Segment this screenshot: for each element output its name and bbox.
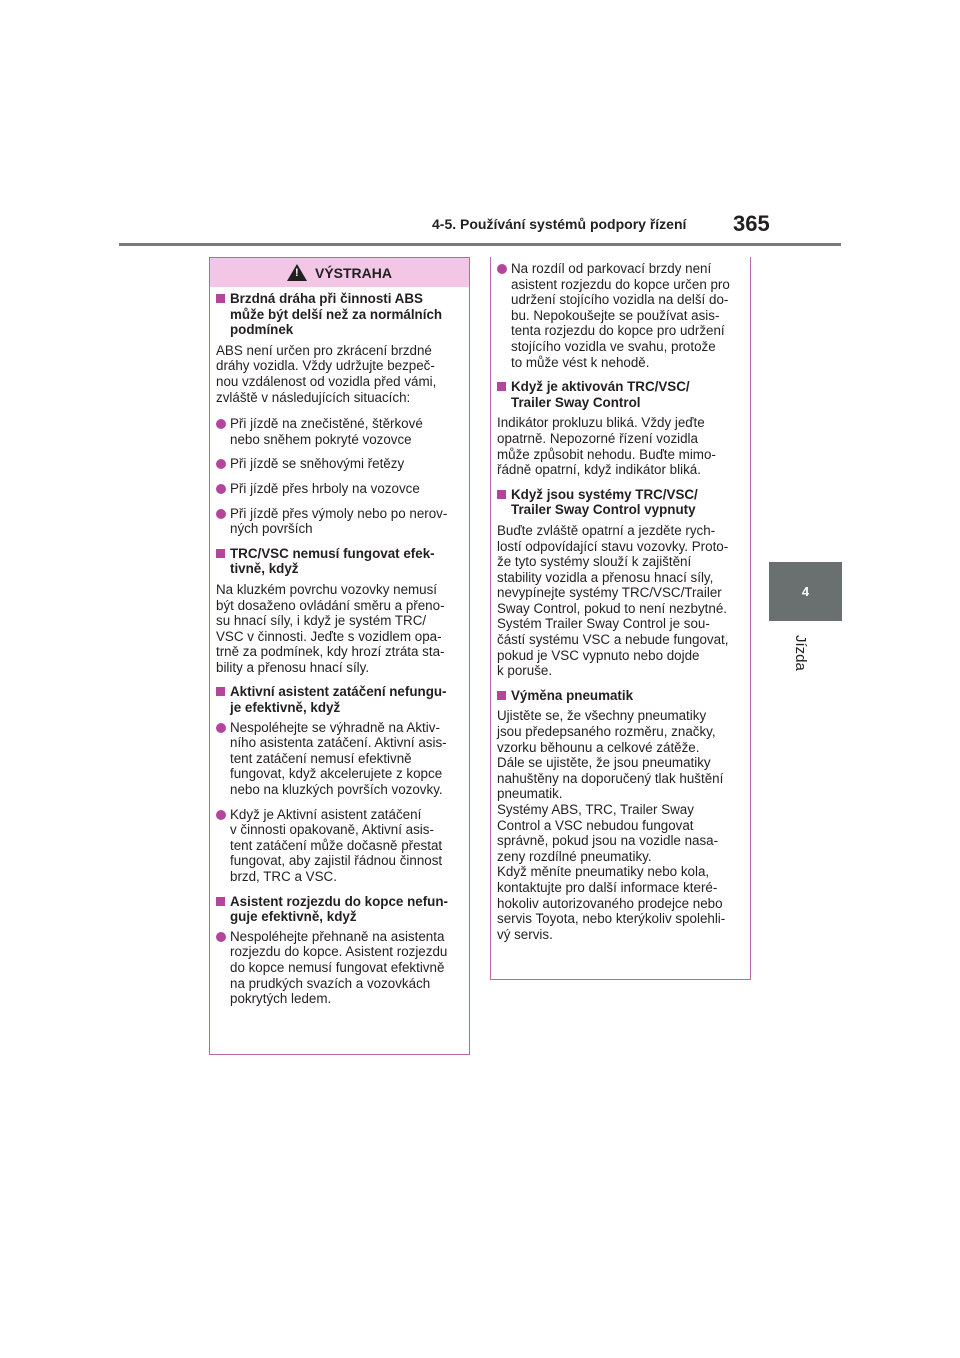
chapter-label: Jízda bbox=[792, 635, 809, 671]
square-bullet-icon bbox=[497, 490, 506, 499]
list-item: Při jízdě se sněhovými řetězy bbox=[216, 456, 464, 472]
round-bullet-icon bbox=[497, 264, 507, 274]
square-bullet-icon bbox=[497, 691, 506, 700]
paragraph: ABS není určen pro zkrácení brzdné dráhy vozidla. Vždy udržujte bezpeč- nou vzdálenost od vozidla před vámi, zvláště v následujících situacích: bbox=[216, 342, 437, 405]
warning-header bbox=[210, 258, 469, 287]
round-bullet-icon bbox=[216, 810, 226, 820]
list-item: Při jízdě přes výmoly nebo po nerov- ných površích bbox=[216, 506, 464, 537]
round-bullet-icon bbox=[216, 723, 226, 733]
warning-box-continued bbox=[490, 257, 751, 980]
section-title: 4-5. Používání systémů podpory řízení bbox=[432, 216, 687, 232]
square-bullet-icon bbox=[216, 687, 225, 696]
round-bullet-icon bbox=[216, 932, 226, 942]
round-bullet-icon bbox=[216, 509, 226, 519]
section-heading: TRC/VSC nemusí fungovat efek- tivně, když bbox=[216, 546, 464, 577]
section-heading: Asistent rozjezdu do kopce nefun- guje efektivně, když bbox=[216, 894, 464, 925]
warning-label: VÝSTRAHA bbox=[314, 264, 392, 281]
section-heading: Výměna pneumatik bbox=[497, 688, 745, 704]
round-bullet-icon bbox=[216, 459, 226, 469]
paragraph: Na kluzkém povrchu vozovky nemusí být dosaženo ovládání směru a přeno- su hnací síly, i když je systém TRC/ VSC v činnosti. Jeďte s vozidlem opa- trně za podmínek, kdy hrozí ztráta sta- bility a přenosu hnací síly. bbox=[216, 581, 445, 675]
section-heading: Když jsou systémy TRC/VSC/ Trailer Sway Control vypnuty bbox=[497, 487, 745, 518]
list-item: Na rozdíl od parkovací brzdy není asistent rozjezdu do kopce určen pro udržení stojícího vozidla na delší do- bu. Nepokoušejte se používat asis- tenta rozjezdu do kopce pro udržení stojícího vozidla ve svahu, protože to může vést k nehodě. bbox=[497, 261, 745, 370]
section-heading: Když je aktivován TRC/VSC/ Trailer Sway Control bbox=[497, 379, 745, 410]
chapter-number: 4 bbox=[801, 584, 810, 599]
page-number: 365 bbox=[733, 211, 770, 236]
warning-triangle-icon bbox=[287, 264, 307, 281]
header-rule bbox=[119, 243, 841, 246]
list-item: Při jízdě na znečistěné, štěrkové nebo sněhem pokryté vozovce bbox=[216, 416, 464, 447]
square-bullet-icon bbox=[216, 897, 225, 906]
section-heading: Brzdná dráha při činnosti ABS může být delší než za normálních podmínek bbox=[216, 291, 464, 338]
square-bullet-icon bbox=[216, 549, 225, 558]
list-item: Nespoléhejte přehnaně na asistenta rozjezdu do kopce. Asistent rozjezdu do kopce nemusí fungovat efektivně na prudkých svazích a vozovkách pokrytých ledem. bbox=[216, 929, 464, 1007]
chapter-tab[interactable] bbox=[769, 562, 842, 621]
section-heading: Aktivní asistent zatáčení nefungu- je efektivně, když bbox=[216, 684, 464, 715]
list-item: Když je Aktivní asistent zatáčení v činnosti opakovaně, Aktivní asis- tent zatáčení může dočasně přestat fungovat, aby zajistil řádnou činnost brzd, TRC a VSC. bbox=[216, 807, 464, 885]
square-bullet-icon bbox=[497, 382, 506, 391]
warning-box bbox=[209, 257, 470, 1055]
round-bullet-icon bbox=[216, 419, 226, 429]
round-bullet-icon bbox=[216, 484, 226, 494]
square-bullet-icon bbox=[216, 294, 225, 303]
paragraph: Ujistěte se, že všechny pneumatiky jsou předepsaného rozměru, značky, vzorku běhounu a celkové zátěže. Dále se ujistěte, že jsou pneumatiky nahuštěny na doporučený tlak huštění pneumatik. Systémy ABS, TRC, Trailer Sway Control a VSC nebudou fungovat správně, pokud jsou na vozidle nasa- zeny rozdílné pneumatiky. Když měníte pneumatiky nebo kola, kontaktujte pro další informace které- hokoliv autorizovaného prodejce nebo servis Toyota, nebo kterýkoliv spolehli- vý servis. bbox=[497, 708, 726, 942]
list-item: Při jízdě přes hrboly na vozovce bbox=[216, 481, 464, 497]
paragraph: Indikátor prokluzu bliká. Vždy jeďte opatrně. Nepozorné řízení vozidla může způsobit nehodu. Buďte mimo- řádně opatrní, když indikátor bliká. bbox=[497, 415, 716, 478]
warning-content-right bbox=[491, 257, 750, 942]
paragraph: Buďte zvláště opatrní a jezděte rych- lostí odpovídající stavu vozovky. Proto- že tyto systémy slouží k zajištění stability vozidla a přenosu hnací síly, nevypínejte systémy TRC/VSC/Trailer Sway Control, pokud to není nezbytné. Systém Trailer Sway Control je sou- částí systému VSC a nebude fungovat, pokud je VSC vypnuto nebo dojde k poruše. bbox=[497, 522, 729, 679]
list-item: Nespoléhejte se výhradně na Aktiv- ního asistenta zatáčení. Aktivní asis- tent zatáčení nemusí efektivně fungovat, když akcelerujete z kopce nebo na kluzkých površích vozovky. bbox=[216, 720, 464, 798]
warning-content-left bbox=[210, 287, 469, 1007]
